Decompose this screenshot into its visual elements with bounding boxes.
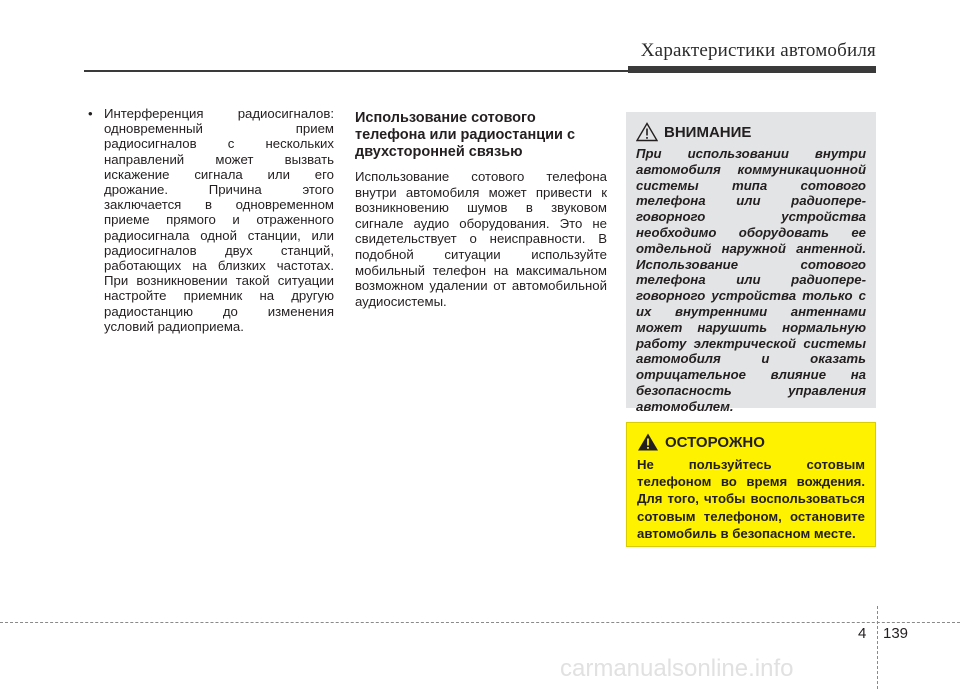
page-number: 139 xyxy=(883,625,909,642)
header-rule xyxy=(84,70,628,72)
header-rule-accent xyxy=(628,66,876,73)
bullet-glyph: • xyxy=(88,106,93,121)
warning-outline-icon xyxy=(636,122,658,142)
warning-filled-icon xyxy=(637,432,659,452)
bullet-item xyxy=(84,106,334,334)
caution-label: ОСТОРОЖНО xyxy=(665,433,765,451)
caution-text: Не пользуйтесь сотовым телефоном во время вождения. Для того, чтобы воспользоваться сотовым телефоном, остановите автомобиль в безопасном месте. xyxy=(637,457,865,541)
middle-column xyxy=(355,110,607,309)
caution-box xyxy=(626,422,876,547)
watermark: carmanualsonline.info xyxy=(560,655,794,682)
bullet-text: Интерференция радиосигналов: одновременный прием радиосигналов с нескольких направлений может вызвать искажение сигнала или его дрожание. Причина этого заключается в одновременном приеме прямого и отраженного радиосигнала одной станции, или радиосигналов двух станций, работающих на близких частотах. При возникновении такой ситуации настройте приемник на другую радиостанцию до изменения условий радиоприема. xyxy=(104,106,334,334)
chapter-number: 4 xyxy=(858,625,867,642)
left-column xyxy=(84,106,334,334)
section-body: Использование сотового телефона внутри автомобиля может привести к возникновению шумов в звуковом сигнале аудио оборудования. Это не свидетельствует о неисправности. В подобной ситуации используйте мобильный телефон на максимальном возможном удалении от автомобильной аудиосистемы. xyxy=(355,169,607,309)
header-title: Характеристики автомобиля xyxy=(640,40,876,61)
footer-divider xyxy=(877,606,878,689)
attention-label: ВНИМАНИЕ xyxy=(664,123,752,141)
caution-header xyxy=(637,432,865,452)
attention-header xyxy=(636,122,866,142)
attention-text: При использовании внутри автомобиля коммуникационной системы типа сотового телефона или радиопере- говорного устройства необходимо оборудовать ее отдельной наружной антенной. Использование сотового телефона или радиопере- говорного устройства только с их внутренними антеннами может нарушить нормальную работу электрической системы автомобиля и оказать отрицательное влияние на безопасность управления автомобилем. xyxy=(636,146,866,414)
attention-box xyxy=(626,112,876,414)
section-heading: Использование сотового телефона или радиостанции с двухсторонней связью xyxy=(355,110,576,160)
footer-rule xyxy=(0,622,960,623)
